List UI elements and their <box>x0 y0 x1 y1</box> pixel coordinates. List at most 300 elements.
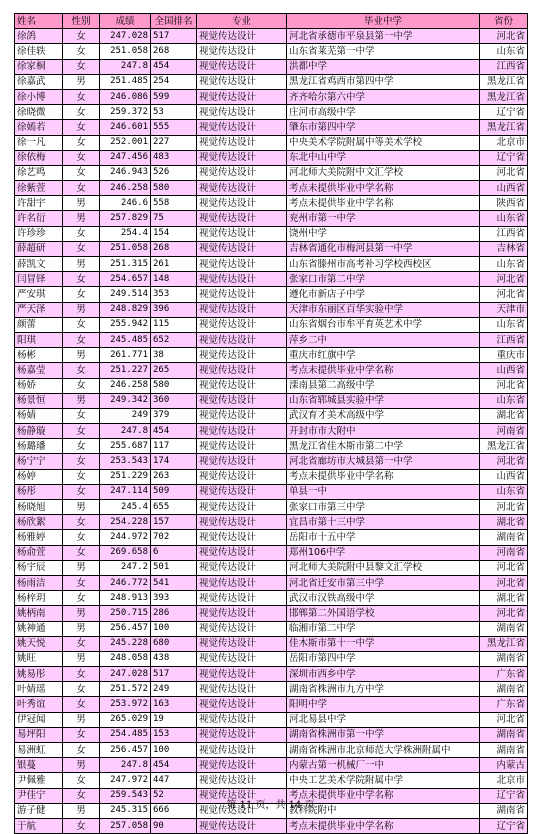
cell-major: 视觉传达设计 <box>197 317 287 332</box>
header-province: 省份 <box>480 14 528 29</box>
cell-school: 中央工艺美术学院附属中学 <box>287 773 480 788</box>
cell-rank: 526 <box>151 165 197 180</box>
cell-score: 246.943 <box>100 165 151 180</box>
cell-rank: 680 <box>151 636 197 651</box>
cell-school: 佳木斯市第十一中学 <box>287 636 480 651</box>
cell-school: 山东省莱芜第一中学 <box>287 44 480 59</box>
cell-score: 265.029 <box>100 712 151 727</box>
table-row <box>15 454 528 469</box>
cell-province: 山西省 <box>480 363 528 378</box>
cell-name: 杨璐璠 <box>15 439 63 454</box>
cell-rank: 19 <box>151 712 197 727</box>
cell-name: 叶秀谊 <box>15 697 63 712</box>
cell-rank: 154 <box>151 226 197 241</box>
cell-score: 255.687 <box>100 439 151 454</box>
cell-province: 广东省 <box>480 667 528 682</box>
cell-school: 考点未提供毕业中学名称 <box>287 363 480 378</box>
cell-gender: 女 <box>63 150 100 165</box>
cell-rank: 268 <box>151 241 197 256</box>
table-row <box>15 348 528 363</box>
cell-gender: 女 <box>63 469 100 484</box>
table-row <box>15 302 528 317</box>
cell-major: 视觉传达设计 <box>197 302 287 317</box>
cell-rank: 6 <box>151 545 197 560</box>
cell-school: 河北易县中学 <box>287 712 480 727</box>
cell-score: 251.058 <box>100 241 151 256</box>
cell-province: 河北省 <box>480 378 528 393</box>
table-row <box>15 105 528 120</box>
table-row <box>15 241 528 256</box>
cell-major: 视觉传达设计 <box>197 89 287 104</box>
cell-score: 256.457 <box>100 621 151 636</box>
cell-score: 254.485 <box>100 727 151 742</box>
cell-name: 许珍珍 <box>15 226 63 241</box>
cell-school: 兖州市第一中学 <box>287 211 480 226</box>
cell-rank: 438 <box>151 651 197 666</box>
cell-name: 姚易彤 <box>15 667 63 682</box>
cell-school: 内蒙古第一机械厂一中 <box>287 758 480 773</box>
header-score: 成绩 <box>100 14 151 29</box>
cell-school: 考点未提供毕业中学名称 <box>287 788 480 803</box>
cell-province: 江西省 <box>480 59 528 74</box>
cell-province: 重庆市 <box>480 348 528 363</box>
cell-score: 247.456 <box>100 150 151 165</box>
cell-name: 徐一凡 <box>15 135 63 150</box>
cell-major: 视觉传达设计 <box>197 393 287 408</box>
cell-province: 河北省 <box>480 500 528 515</box>
cell-major: 视觉传达设计 <box>197 165 287 180</box>
cell-province: 湖南省 <box>480 530 528 545</box>
cell-score: 259.543 <box>100 788 151 803</box>
cell-name: 徐家桐 <box>15 59 63 74</box>
cell-name: 杨宇辰 <box>15 560 63 575</box>
cell-score: 251.485 <box>100 74 151 89</box>
table-row <box>15 393 528 408</box>
cell-major: 视觉传达设计 <box>197 181 287 196</box>
cell-major: 视觉传达设计 <box>197 469 287 484</box>
table-row <box>15 363 528 378</box>
cell-gender: 女 <box>63 788 100 803</box>
cell-province: 黑龙江省 <box>480 439 528 454</box>
cell-province: 湖北省 <box>480 515 528 530</box>
cell-name: 姚柄南 <box>15 606 63 621</box>
cell-school: 山东省滕州市高考补习学校西校区 <box>287 257 480 272</box>
cell-name: 杨娇 <box>15 378 63 393</box>
cell-name: 银蔓 <box>15 758 63 773</box>
table-row <box>15 424 528 439</box>
cell-rank: 599 <box>151 89 197 104</box>
cell-province: 河北省 <box>480 712 528 727</box>
cell-school: 考点未提供毕业中学名称 <box>287 196 480 211</box>
cell-name: 姚神通 <box>15 621 63 636</box>
cell-school: 开封市市大附中 <box>287 424 480 439</box>
table-row <box>15 636 528 651</box>
cell-name: 徐嫣若 <box>15 120 63 135</box>
cell-gender: 男 <box>63 500 100 515</box>
cell-rank: 702 <box>151 530 197 545</box>
cell-gender: 女 <box>63 454 100 469</box>
cell-school: 黑龙江省佳木斯市第二中学 <box>287 439 480 454</box>
table-row <box>15 29 528 44</box>
cell-name: 杨俞萱 <box>15 545 63 560</box>
cell-gender: 女 <box>63 59 100 74</box>
cell-gender: 男 <box>63 560 100 575</box>
cell-name: 薛超研 <box>15 241 63 256</box>
cell-gender: 女 <box>63 332 100 347</box>
cell-rank: 393 <box>151 591 197 606</box>
cell-major: 视觉传达设计 <box>197 484 287 499</box>
cell-gender: 女 <box>63 363 100 378</box>
cell-major: 视觉传达设计 <box>197 651 287 666</box>
cell-school: 洪都中学 <box>287 59 480 74</box>
cell-name: 易坪阳 <box>15 727 63 742</box>
cell-school: 武汉市汉铁高级中学 <box>287 591 480 606</box>
cell-major: 视觉传达设计 <box>197 636 287 651</box>
cell-school: 河北师大美院附中县黎文汇学校 <box>287 560 480 575</box>
cell-rank: 53 <box>151 105 197 120</box>
cell-major: 视觉传达设计 <box>197 348 287 363</box>
cell-province: 内蒙古 <box>480 758 528 773</box>
cell-major: 视觉传达设计 <box>197 378 287 393</box>
table-row <box>15 530 528 545</box>
cell-school: 张家口市第三中学 <box>287 500 480 515</box>
cell-school: 河北省廊坊市大城县第一中学 <box>287 454 480 469</box>
cell-province: 黑龙江省 <box>480 120 528 135</box>
cell-province: 河北省 <box>480 454 528 469</box>
cell-school: 湖南省株洲市北京师范大学株洲附属中 <box>287 743 480 758</box>
cell-name: 杨雅婷 <box>15 530 63 545</box>
score-sheet <box>14 13 528 834</box>
cell-province: 湖南省 <box>480 651 528 666</box>
cell-province: 辽宁省 <box>480 788 528 803</box>
cell-gender: 女 <box>63 667 100 682</box>
cell-rank: 558 <box>151 196 197 211</box>
cell-name: 杨婷 <box>15 469 63 484</box>
cell-name: 尹佩雅 <box>15 773 63 788</box>
cell-score: 247.972 <box>100 773 151 788</box>
cell-score: 248.058 <box>100 651 151 666</box>
cell-rank: 153 <box>151 727 197 742</box>
table-row <box>15 196 528 211</box>
cell-school: 岳阳市十五中学 <box>287 530 480 545</box>
cell-score: 246.772 <box>100 575 151 590</box>
cell-gender: 女 <box>63 181 100 196</box>
cell-score: 252.001 <box>100 135 151 150</box>
cell-major: 视觉传达设计 <box>197 545 287 560</box>
cell-rank: 38 <box>151 348 197 363</box>
cell-school: 河北省承德市平泉县第一中学 <box>287 29 480 44</box>
cell-rank: 117 <box>151 439 197 454</box>
table-row <box>15 44 528 59</box>
cell-major: 视觉传达设计 <box>197 59 287 74</box>
cell-gender: 男 <box>63 712 100 727</box>
table-row <box>15 287 528 302</box>
cell-school: 考点未提供毕业中学名称 <box>287 818 480 833</box>
cell-name: 姚天悦 <box>15 636 63 651</box>
cell-gender: 女 <box>63 515 100 530</box>
table-row <box>15 181 528 196</box>
cell-province: 北京市 <box>480 773 528 788</box>
table-row <box>15 818 528 833</box>
cell-name: 杨静璇 <box>15 424 63 439</box>
cell-name: 杨景恒 <box>15 393 63 408</box>
cell-gender: 男 <box>63 651 100 666</box>
table-row <box>15 591 528 606</box>
cell-major: 视觉传达设计 <box>197 743 287 758</box>
cell-province: 湖南省 <box>480 682 528 697</box>
cell-rank: 580 <box>151 378 197 393</box>
cell-rank: 90 <box>151 818 197 833</box>
cell-score: 253.972 <box>100 697 151 712</box>
cell-major: 视觉传达设计 <box>197 150 287 165</box>
cell-province: 湖南省 <box>480 803 528 818</box>
cell-rank: 286 <box>151 606 197 621</box>
cell-score: 254.657 <box>100 272 151 287</box>
cell-name: 杨彤 <box>15 484 63 499</box>
cell-province: 辽宁省 <box>480 105 528 120</box>
cell-major: 视觉传达设计 <box>197 575 287 590</box>
cell-school: 临湘市第二中学 <box>287 621 480 636</box>
cell-rank: 100 <box>151 621 197 636</box>
cell-province: 黑龙江省 <box>480 636 528 651</box>
table-row <box>15 758 528 773</box>
table-row <box>15 545 528 560</box>
cell-school: 阳明中学 <box>287 697 480 712</box>
cell-gender: 男 <box>63 74 100 89</box>
cell-rank: 541 <box>151 575 197 590</box>
cell-province: 湖南省 <box>480 743 528 758</box>
table-row <box>15 469 528 484</box>
cell-gender: 男 <box>63 621 100 636</box>
cell-name: 姚旺 <box>15 651 63 666</box>
cell-school: 滦南县第二高级中学 <box>287 378 480 393</box>
cell-name: 徐紫萱 <box>15 181 63 196</box>
cell-gender: 男 <box>63 302 100 317</box>
cell-province: 湖北省 <box>480 408 528 423</box>
cell-name: 薛凯文 <box>15 257 63 272</box>
cell-gender: 女 <box>63 165 100 180</box>
cell-gender: 女 <box>63 378 100 393</box>
cell-gender: 女 <box>63 241 100 256</box>
cell-rank: 249 <box>151 682 197 697</box>
cell-province: 山东省 <box>480 211 528 226</box>
cell-rank: 447 <box>151 773 197 788</box>
cell-name: 严天泽 <box>15 302 63 317</box>
cell-school: 河北省迁安市第三中学 <box>287 575 480 590</box>
cell-province: 辽宁省 <box>480 150 528 165</box>
cell-score: 249.342 <box>100 393 151 408</box>
cell-name: 杨彬 <box>15 348 63 363</box>
table-row <box>15 515 528 530</box>
cell-rank: 666 <box>151 803 197 818</box>
table-row <box>15 575 528 590</box>
cell-score: 253.543 <box>100 454 151 469</box>
cell-score: 259.372 <box>100 105 151 120</box>
table-row <box>15 682 528 697</box>
cell-name: 徐艺鸣 <box>15 165 63 180</box>
cell-province: 山东省 <box>480 484 528 499</box>
cell-major: 视觉传达设计 <box>197 29 287 44</box>
cell-name: 严安琪 <box>15 287 63 302</box>
cell-name: 于航 <box>15 818 63 833</box>
cell-major: 视觉传达设计 <box>197 74 287 89</box>
cell-province: 河北省 <box>480 272 528 287</box>
cell-school: 宜昌市第十三中学 <box>287 515 480 530</box>
cell-name: 杨嘉莹 <box>15 363 63 378</box>
cell-rank: 157 <box>151 515 197 530</box>
cell-major: 视觉传达设计 <box>197 667 287 682</box>
cell-major: 视觉传达设计 <box>197 105 287 120</box>
cell-score: 249.514 <box>100 287 151 302</box>
cell-rank: 265 <box>151 363 197 378</box>
cell-rank: 261 <box>151 257 197 272</box>
cell-name: 杨晓旭 <box>15 500 63 515</box>
cell-school: 邯郸第二外国语学校 <box>287 606 480 621</box>
cell-province: 河北省 <box>480 560 528 575</box>
cell-gender: 男 <box>63 196 100 211</box>
cell-province: 湖北省 <box>480 591 528 606</box>
cell-province: 河北省 <box>480 606 528 621</box>
cell-score: 254.228 <box>100 515 151 530</box>
cell-province: 河南省 <box>480 545 528 560</box>
cell-province: 湖南省 <box>480 727 528 742</box>
cell-rank: 163 <box>151 697 197 712</box>
cell-school: 考点未提供毕业中学名称 <box>287 469 480 484</box>
cell-rank: 174 <box>151 454 197 469</box>
cell-gender: 女 <box>63 727 100 742</box>
cell-score: 247.8 <box>100 424 151 439</box>
table-row <box>15 606 528 621</box>
cell-major: 视觉传达设计 <box>197 682 287 697</box>
cell-school: 湖南省株洲市九方中学 <box>287 682 480 697</box>
cell-school: 吉林省通化市梅河县第一中学 <box>287 241 480 256</box>
cell-major: 视觉传达设计 <box>197 211 287 226</box>
score-table <box>14 13 528 834</box>
cell-name: 杨梓玥 <box>15 591 63 606</box>
cell-major: 视觉传达设计 <box>197 758 287 773</box>
cell-school: 单县一中 <box>287 484 480 499</box>
cell-score: 247.028 <box>100 667 151 682</box>
cell-name: 杨宁宁 <box>15 454 63 469</box>
cell-province: 吉林省 <box>480 241 528 256</box>
cell-rank: 483 <box>151 150 197 165</box>
cell-score: 257.829 <box>100 211 151 226</box>
cell-rank: 652 <box>151 332 197 347</box>
cell-school: 武汉育才美术高级中学 <box>287 408 480 423</box>
cell-gender: 女 <box>63 226 100 241</box>
cell-major: 视觉传达设计 <box>197 500 287 515</box>
table-row <box>15 773 528 788</box>
cell-score: 245.315 <box>100 803 151 818</box>
cell-rank: 148 <box>151 272 197 287</box>
header-gender: 性别 <box>63 14 100 29</box>
table-row <box>15 211 528 226</box>
cell-province: 河北省 <box>480 165 528 180</box>
cell-province: 河北省 <box>480 29 528 44</box>
cell-score: 256.457 <box>100 743 151 758</box>
cell-gender: 女 <box>63 135 100 150</box>
cell-name: 颜蕾 <box>15 317 63 332</box>
cell-name: 徐佳轶 <box>15 44 63 59</box>
cell-gender: 女 <box>63 287 100 302</box>
table-row <box>15 560 528 575</box>
cell-major: 视觉传达设计 <box>197 727 287 742</box>
cell-major: 视觉传达设计 <box>197 606 287 621</box>
cell-name: 叶婧瑶 <box>15 682 63 697</box>
table-row <box>15 712 528 727</box>
cell-score: 251.227 <box>100 363 151 378</box>
header-row <box>15 14 528 29</box>
cell-province: 广东省 <box>480 697 528 712</box>
cell-score: 246.258 <box>100 181 151 196</box>
cell-rank: 501 <box>151 560 197 575</box>
cell-province: 山东省 <box>480 393 528 408</box>
cell-major: 视觉传达设计 <box>197 287 287 302</box>
cell-rank: 454 <box>151 758 197 773</box>
cell-score: 247.2 <box>100 560 151 575</box>
cell-name: 许甜宇 <box>15 196 63 211</box>
cell-rank: 517 <box>151 29 197 44</box>
cell-school: 东北中山中学 <box>287 150 480 165</box>
cell-gender: 女 <box>63 89 100 104</box>
cell-rank: 454 <box>151 59 197 74</box>
cell-province: 河南省 <box>480 424 528 439</box>
table-row <box>15 500 528 515</box>
cell-name: 伊冠闻 <box>15 712 63 727</box>
cell-rank: 555 <box>151 120 197 135</box>
table-row <box>15 667 528 682</box>
cell-score: 244.972 <box>100 530 151 545</box>
cell-school: 张家口市第二中学 <box>287 272 480 287</box>
cell-score: 246.6 <box>100 196 151 211</box>
table-row <box>15 165 528 180</box>
cell-province: 黑龙江省 <box>480 89 528 104</box>
cell-gender: 女 <box>63 439 100 454</box>
cell-major: 视觉传达设计 <box>197 439 287 454</box>
cell-province: 天津市 <box>480 302 528 317</box>
cell-gender: 男 <box>63 348 100 363</box>
table-row <box>15 272 528 287</box>
header-name: 姓名 <box>15 14 63 29</box>
cell-school: 岳阳市第四中学 <box>287 651 480 666</box>
cell-gender: 女 <box>63 591 100 606</box>
cell-province: 河北省 <box>480 575 528 590</box>
cell-major: 视觉传达设计 <box>197 120 287 135</box>
cell-major: 视觉传达设计 <box>197 712 287 727</box>
cell-name: 游子健 <box>15 803 63 818</box>
cell-gender: 女 <box>63 44 100 59</box>
cell-major: 视觉传达设计 <box>197 454 287 469</box>
cell-score: 251.058 <box>100 44 151 59</box>
cell-gender: 女 <box>63 120 100 135</box>
cell-name: 杨雨洁 <box>15 575 63 590</box>
table-row <box>15 378 528 393</box>
table-row <box>15 697 528 712</box>
cell-province: 山东省 <box>480 257 528 272</box>
cell-province: 辽宁省 <box>480 818 528 833</box>
header-school: 毕业中学 <box>287 14 480 29</box>
table-row <box>15 484 528 499</box>
cell-school: 河北师大美院附中文汇学校 <box>287 165 480 180</box>
cell-score: 254.4 <box>100 226 151 241</box>
cell-major: 视觉传达设计 <box>197 363 287 378</box>
cell-rank: 268 <box>151 44 197 59</box>
cell-province: 陕西省 <box>480 196 528 211</box>
cell-rank: 52 <box>151 788 197 803</box>
table-row <box>15 89 528 104</box>
cell-gender: 男 <box>63 803 100 818</box>
cell-score: 246.086 <box>100 89 151 104</box>
